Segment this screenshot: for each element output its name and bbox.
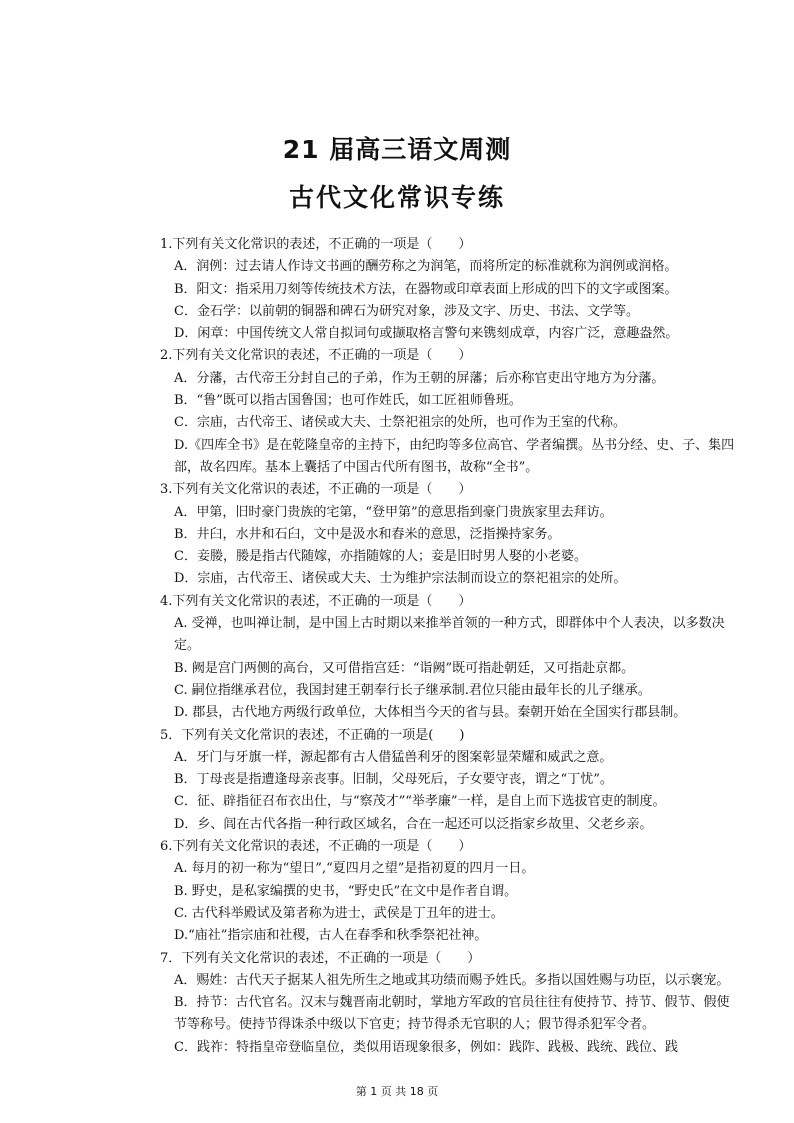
option-d: D．乡、闾在古代各指一种行政区域名，合在一起还可以泛指家乡故里、父老乡亲。 bbox=[174, 816, 653, 832]
option-a: A．甲第，旧时豪门贵族的宅第，“登甲第”的意思指到豪门贵族家里去拜访。 bbox=[174, 504, 613, 520]
option-c: C. 古代科举殿试及第者称为进士，武侯是丁丑年的进士。 bbox=[174, 905, 504, 921]
option-c: C．宗庙，古代帝王、诸侯或大夫、士祭祀祖宗的处所，也可作为王室的代称。 bbox=[174, 415, 626, 431]
option-d: D.《四库全书》是在乾隆皇帝的主持下，由纪昀等多位高官、学者编撰。丛书分经、史、子、集四部，故名四库。基本上囊括了中国古代所有图书，故称“全书”。 bbox=[174, 437, 735, 475]
option-c: C．妾媵，媵是指古代随嫁，亦指随嫁的人；妾是旧时男人娶的小老婆。 bbox=[174, 549, 587, 565]
page-title: 21 届高三语文周测 bbox=[282, 135, 512, 164]
option-b: B．井臼，水井和石臼，文中是汲水和舂米的意思，泛指操持家务。 bbox=[174, 526, 561, 542]
option-d: D. 郡县，古代地方两级行政单位，大体相当今天的省与县。秦朝开始在全国实行郡县制。 bbox=[174, 705, 687, 721]
option-a: A. 每月的初一称为“望日”,“夏四月之望”是指初夏的四月一日。 bbox=[174, 861, 535, 877]
option-b: B．阳文：指采用刀刻等传统技术方法，在器物或印章表面上形成的凹下的文字或图案。 bbox=[174, 281, 678, 297]
option-c: C. 嗣位指继承君位，我国封建王朝奉行长子继承制.君位只能由最年长的儿子继承。 bbox=[174, 682, 651, 698]
page-subtitle: 古代文化常识专练 bbox=[288, 183, 505, 212]
option-a: A．润例：过去请人作诗文书画的酬劳称之为润笔，而将所定的标准就称为润例或润格。 bbox=[174, 259, 678, 275]
option-b: B．持节：古代官名。汉末与魏晋南北朝时，掌地方军政的官员往往有使持节、持节、假节、假使节等称号。使持节得诛杀中级以下官吏；持节得杀无官职的人；假节得杀犯军令者。 bbox=[174, 995, 730, 1033]
option-b: B．“鲁”既可以指古国鲁国；也可作姓氏，如工匠祖师鲁班。 bbox=[174, 393, 522, 409]
question-1 bbox=[160, 234, 740, 345]
question-stem: 3.下列有关文化常识的表述，不正确的一项是（ ） bbox=[160, 482, 472, 498]
option-a: A．赐姓：古代天子据某人祖先所生之地或其功绩而赐予姓氏。多指以国姓赐与功臣，以示褒宠。 bbox=[174, 972, 730, 988]
option-d: D．宗庙，古代帝王、诸侯或大夫、士为维护宗法制而设立的祭祀祖宗的处所。 bbox=[174, 571, 627, 587]
page-footer: 第 1 页 共 18 页 bbox=[355, 1085, 439, 1098]
question-stem: 6.下列有关文化常识的表述，不正确的一项是（ ） bbox=[160, 839, 472, 855]
question-list bbox=[160, 234, 740, 1059]
option-d: D.“庙社”指宗庙和社稷，古人在春季和秋季祭祀社神。 bbox=[174, 928, 488, 944]
option-a: A．牙门与牙旗一样，源起都有古人借猛兽利牙的图案彰显荣耀和威武之意。 bbox=[174, 749, 613, 765]
option-c: C．征、辟指征召布衣出仕，与“察茂才”“举孝廉”一样，是自上而下选拔官吏的制度。 bbox=[174, 794, 666, 810]
question-3 bbox=[160, 479, 740, 590]
question-4 bbox=[160, 591, 740, 725]
question-2 bbox=[160, 345, 740, 479]
option-a: A．分藩，古代帝王分封自己的子弟，作为王朝的屏藩；后亦称官吏出守地方为分藩。 bbox=[174, 370, 665, 386]
option-c: C．金石学：以前朝的铜器和碑石为研究对象，涉及文字、历史、书法、文学等。 bbox=[174, 303, 639, 319]
question-stem: 4.下列有关文化常识的表述，不正确的一项是（ ） bbox=[160, 593, 472, 609]
option-b: B. 阙是宫门两侧的高台，又可借指宫廷：“诣阙”既可指赴朝廷，又可指赴京都。 bbox=[174, 660, 635, 676]
question-5 bbox=[160, 725, 740, 836]
option-d: D．闲章：中国传统文人常自拟词句或撷取格言警句来镌刻成章，内容广泛，意趣盎然。 bbox=[174, 326, 679, 342]
question-stem: 7．下列有关文化常识的表述，不正确的一项是（ ） bbox=[160, 950, 481, 966]
option-b: B. 野史，是私家编撰的史书，“野史氏”在文中是作者自谓。 bbox=[174, 883, 518, 899]
question-stem: 5．下列有关文化常识的表述，不正确的一项是( ) bbox=[160, 727, 465, 743]
option-c: C．践祚：特指皇帝登临皇位，类似用语现象很多，例如：践阼、践极、践统、践位、践 bbox=[174, 1039, 678, 1055]
question-stem: 2.下列有关文化常识的表述，不正确的一项是（ ） bbox=[160, 348, 472, 364]
option-a: A. 受禅，也叫禅让制，是中国上古时期以来推举首领的一种方式，即群体中个人表决，以多数决定。 bbox=[174, 616, 725, 654]
question-6 bbox=[160, 836, 740, 947]
option-b: B．丁母丧是指遭逢母亲丧事。旧制，父母死后，子女要守丧，谓之“丁忧”。 bbox=[174, 772, 613, 788]
question-stem: 1.下列有关文化常识的表述，不正确的一项是（ ） bbox=[160, 237, 472, 252]
question-7 bbox=[160, 948, 740, 1059]
